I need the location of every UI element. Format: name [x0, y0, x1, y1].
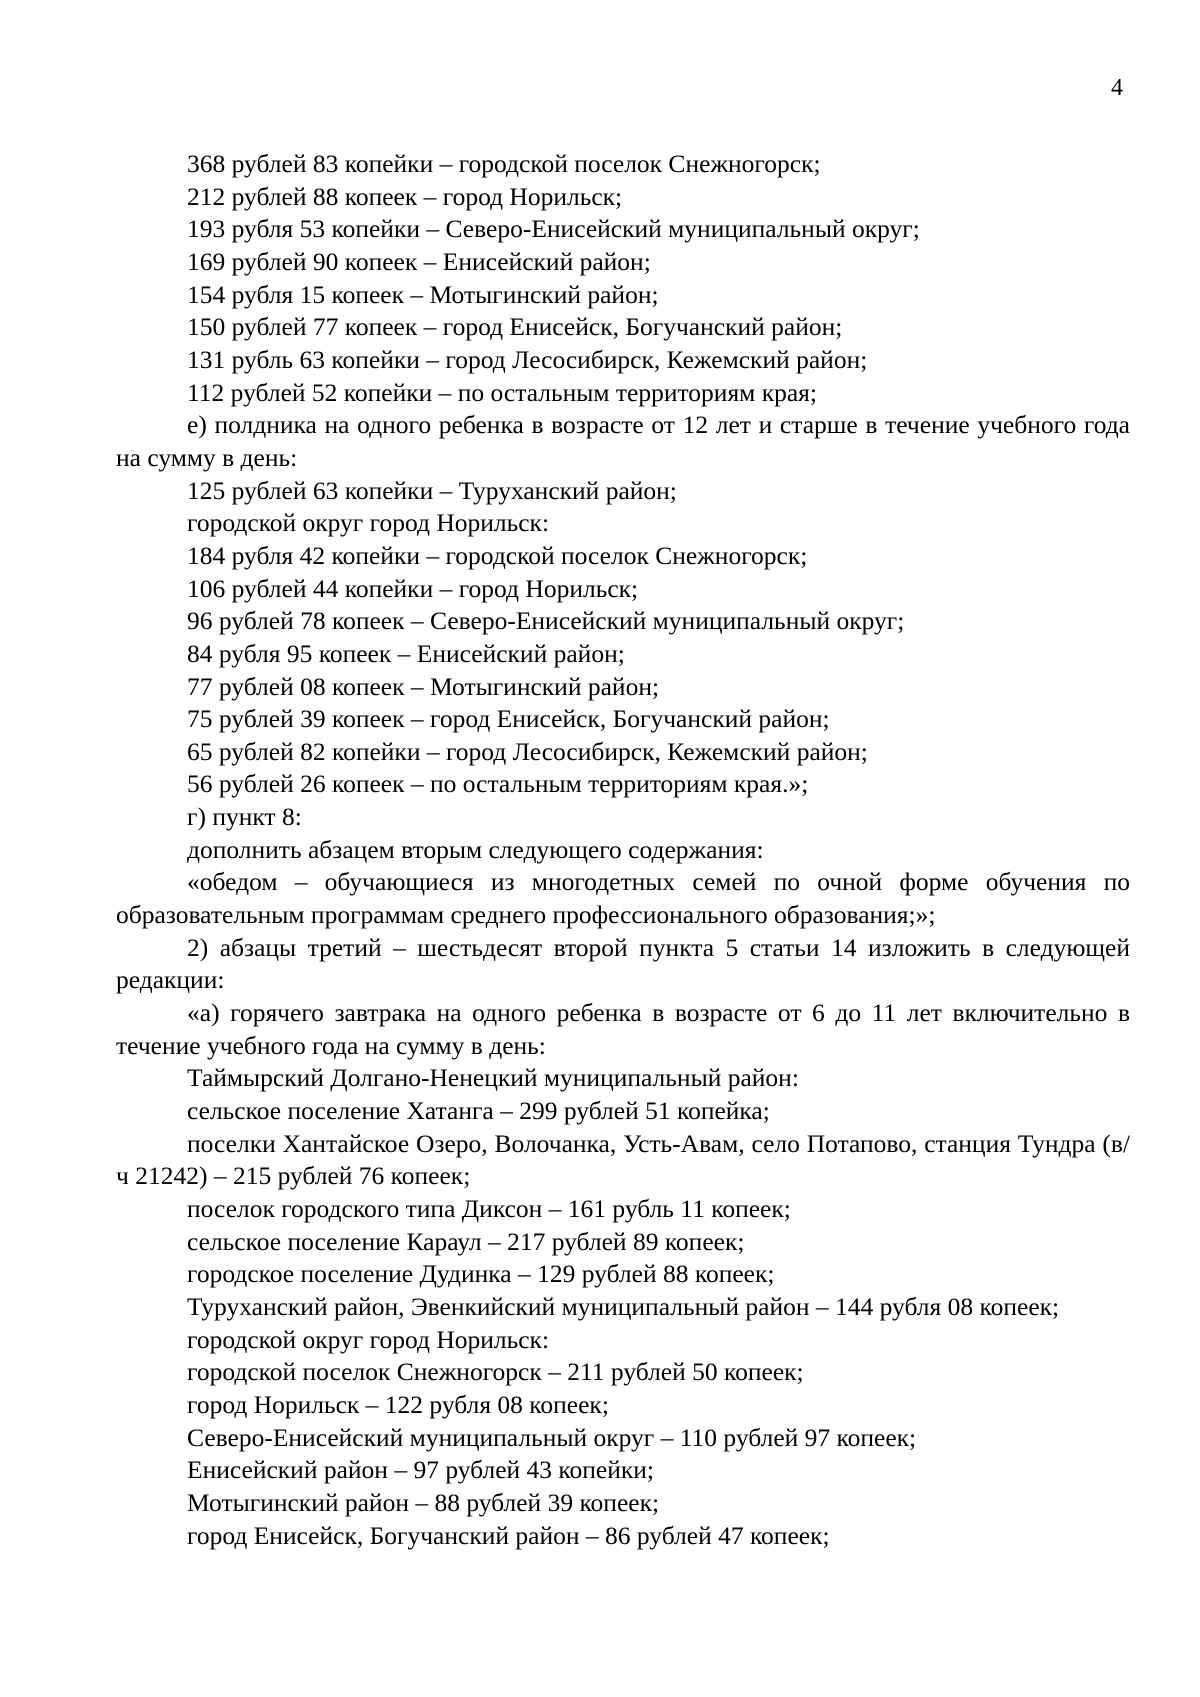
paragraph: городской поселок Снежногорск – 211 рублей 50 копеек;	[187, 1357, 804, 1387]
paragraph: дополнить абзацем вторым следующего содержания:	[187, 834, 764, 864]
paragraph: 193 рубля 53 копейки – Северо-Енисейский муниципальный округ;	[187, 214, 920, 244]
paragraph: 169 рублей 90 копеек – Енисейский район;	[187, 246, 651, 276]
paragraph: 56 рублей 26 копеек – по остальным территориям края.»;	[187, 769, 809, 799]
paragraph: сельское поселение Хатанга – 299 рублей 51 копейка;	[187, 1096, 770, 1126]
paragraph: поселки Хантайское Озеро, Волочанка, Усть-Авам, село Потапово, станция Тундра (в/ч 21242) – 215 рублей 76 копеек;	[116, 1128, 1130, 1191]
paragraph: 150 рублей 77 копеек – город Енисейск, Богучанский район;	[187, 312, 843, 342]
paragraph: городское поселение Дудинка – 129 рублей 88 копеек;	[187, 1259, 775, 1289]
paragraph: 106 рублей 44 копейки – город Норильск;	[187, 573, 639, 603]
paragraph: 125 рублей 63 копейки – Туруханский район;	[187, 475, 677, 505]
paragraph: Туруханский район, Эвенкийский муниципальный район – 144 рубля 08 копеек;	[187, 1291, 1060, 1321]
paragraph: город Енисейск, Богучанский район – 86 рублей 47 копеек;	[187, 1520, 830, 1550]
document-body	[116, 148, 1130, 1552]
paragraph: городской округ город Норильск:	[187, 508, 550, 538]
paragraph: 212 рублей 88 копеек – город Норильск;	[187, 181, 623, 211]
paragraph: 131 рубль 63 копейки – город Лесосибирск, Кежемский район;	[187, 344, 868, 374]
paragraph: 368 рублей 83 копейки – городской поселок Снежногорск;	[187, 149, 821, 178]
paragraph: «обедом – обучающиеся из многодетных семей по очной форме обучения по образовательным программам среднего профессионального образования;»;	[116, 867, 1130, 930]
paragraph: Таймырский Долгано-Ненецкий муниципальный район:	[187, 1063, 799, 1093]
paragraph: город Норильск – 122 рубля 08 копеек;	[187, 1389, 609, 1419]
paragraph: Северо-Енисейский муниципальный округ – 110 рублей 97 копеек;	[187, 1422, 917, 1452]
paragraph: 2) абзацы третий – шестьдесят второй пункта 5 статьи 14 изложить в следующей редакции:	[116, 932, 1130, 995]
paragraph: «а) горячего завтрака на одного ребенка в возрасте от 6 до 11 лет включительно в течение учебного года на сумму в день:	[116, 998, 1130, 1060]
paragraph: 84 рубля 95 копеек – Енисейский район;	[187, 638, 625, 668]
paragraph: 65 рублей 82 копейки – город Лесосибирск, Кежемский район;	[187, 736, 868, 766]
page-number: 4	[1111, 75, 1123, 101]
paragraph: г) пункт 8:	[187, 802, 302, 832]
paragraph: е) полдника на одного ребенка в возрасте от 12 лет и старше в течение учебного года на сумму в день:	[116, 410, 1130, 472]
paragraph: Енисейский район – 97 рублей 43 копейки;	[187, 1455, 655, 1485]
paragraph: 96 рублей 78 копеек – Северо-Енисейский муниципальный округ;	[187, 606, 905, 636]
paragraph: 77 рублей 08 копеек – Мотыгинский район;	[187, 671, 660, 701]
paragraph: сельское поселение Караул – 217 рублей 89 копеек;	[187, 1226, 745, 1256]
paragraph: 112 рублей 52 копейки – по остальным территориям края;	[187, 377, 817, 407]
paragraph: 75 рублей 39 копеек – город Енисейск, Богучанский район;	[187, 704, 830, 734]
paragraph: 154 рубля 15 копеек – Мотыгинский район;	[187, 279, 659, 309]
paragraph: поселок городского типа Диксон – 161 рубль 11 копеек;	[187, 1194, 791, 1223]
paragraph: городской округ город Норильск:	[187, 1324, 550, 1354]
paragraph: 184 рубля 42 копейки – городской поселок Снежногорск;	[187, 540, 808, 570]
paragraph: Мотыгинский район – 88 рублей 39 копеек;	[187, 1487, 660, 1517]
